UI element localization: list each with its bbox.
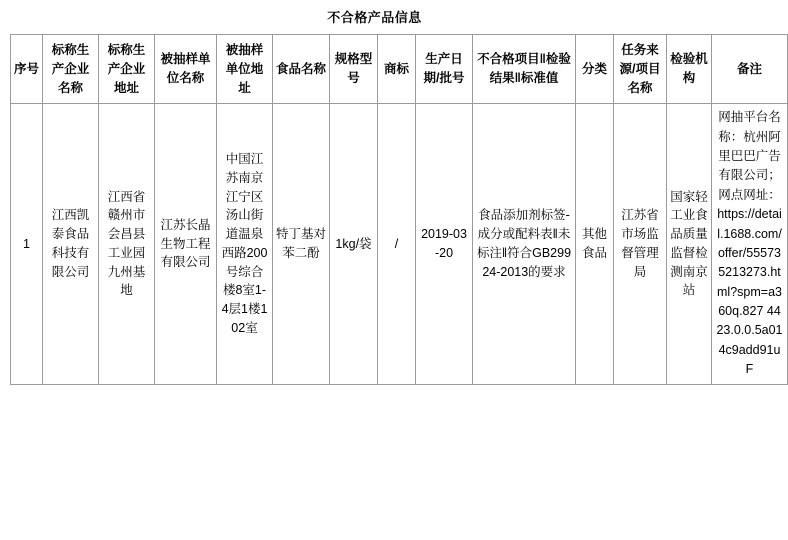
column-header-index: 序号: [11, 35, 43, 104]
cell-sampled-unit-name: 江苏长晶生物工程有限公司: [155, 104, 217, 384]
cell-producer-name: 江西凯泰食品科技有限公司: [43, 104, 99, 384]
cell-remark: 网抽平台名称：杭州阿里巴巴广告有限公司；网点网址：https://detail.1688.com/offer/555735213273.html?spm=a360q.827 4423.0.0.5a014c9add91uF: [712, 104, 788, 384]
column-header-spec-model: 规格型号: [330, 35, 378, 104]
cell-task-source: 江苏省市场监督管理局: [614, 104, 667, 384]
page-title: 不合格产品信息: [327, 10, 422, 25]
column-header-producer-name: 标称生产企业名称: [43, 35, 99, 104]
column-header-food-name: 食品名称: [273, 35, 330, 104]
column-header-remark: 备注: [712, 35, 788, 104]
column-header-sampled-unit-address: 被抽样单位地址: [217, 35, 273, 104]
column-header-trademark: 商标: [378, 35, 416, 104]
cell-producer-address: 江西省赣州市会昌县工业园九州基地: [99, 104, 155, 384]
cell-production-date: 2019-03-20: [416, 104, 473, 384]
cell-nonconforming-items: 食品添加剂标签-成分或配料表‖未标注‖符合GB29924-2013的要求: [473, 104, 576, 384]
cell-sampled-unit-address: 中国江苏南京江宁区汤山街道温泉西路200号综合楼8室1-4层1楼102室: [217, 104, 273, 384]
column-header-category: 分类: [576, 35, 614, 104]
column-header-inspection-agency: 检验机构: [667, 35, 712, 104]
table-header-row: [11, 35, 788, 104]
cell-index: 1: [11, 104, 43, 384]
table-row: [11, 104, 788, 384]
cell-trademark: /: [378, 104, 416, 384]
cell-food-name: 特丁基对苯二酚: [273, 104, 330, 384]
cell-inspection-agency: 国家轻工业食品质量监督检测南京站: [667, 104, 712, 384]
cell-spec-model: 1kg/袋: [330, 104, 378, 384]
column-header-nonconforming-items: 不合格项目‖检验结果‖标准值: [473, 35, 576, 104]
nonconforming-product-table: [10, 34, 788, 385]
column-header-task-source: 任务来源/项目名称: [614, 35, 667, 104]
cell-category: 其他食品: [576, 104, 614, 384]
column-header-sampled-unit-name: 被抽样单位名称: [155, 35, 217, 104]
column-header-producer-address: 标称生产企业地址: [99, 35, 155, 104]
column-header-production-date: 生产日期/批号: [416, 35, 473, 104]
